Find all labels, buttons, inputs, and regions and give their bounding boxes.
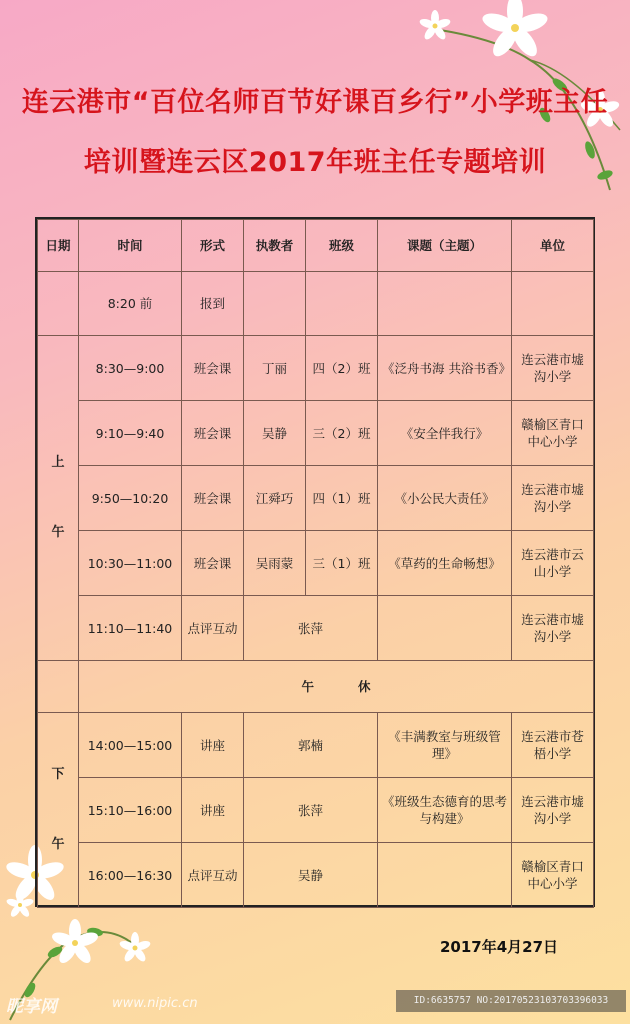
cell-topic: 《安全伴我行》	[378, 401, 512, 466]
header-form: 形式	[182, 220, 244, 272]
cell-empty	[244, 272, 306, 336]
cell-form: 讲座	[182, 713, 244, 778]
cell-form: 班会课	[182, 531, 244, 596]
morning-label-char: 午	[51, 525, 65, 540]
header-topic: 课题（主题）	[378, 220, 512, 272]
cell-topic: 《班级生态德育的思考与构建》	[378, 778, 512, 843]
header-class: 班级	[306, 220, 378, 272]
cell-empty	[512, 272, 594, 336]
table-row	[38, 336, 594, 401]
cell-topic	[378, 596, 512, 661]
cell-topic	[378, 843, 512, 908]
table-row-noon	[38, 661, 594, 713]
cell-form: 报到	[182, 272, 244, 336]
cell-time: 11:10—11:40	[79, 596, 182, 661]
morning-label-char: 上	[51, 455, 65, 470]
afternoon-label-char: 下	[51, 767, 65, 782]
cell-unit: 赣榆区青口中心小学	[512, 843, 594, 908]
cell-unit: 连云港市墟沟小学	[512, 596, 594, 661]
cell-topic: 《小公民大责任》	[378, 466, 512, 531]
table-header-row	[38, 220, 594, 272]
table-row	[38, 843, 594, 908]
cell-teacher: 吴静	[244, 401, 306, 466]
cell-form: 点评互动	[182, 843, 244, 908]
cell-class: 三（2）班	[306, 401, 378, 466]
cell-unit: 连云港市墟沟小学	[512, 466, 594, 531]
cell-class: 四（1）班	[306, 466, 378, 531]
cell-empty	[306, 272, 378, 336]
cell-unit: 连云港市苍梧小学	[512, 713, 594, 778]
cell-time: 15:10—16:00	[79, 778, 182, 843]
cell-teacher: 张萍	[244, 596, 378, 661]
noon-break-cell	[79, 661, 594, 713]
table-row	[38, 531, 594, 596]
schedule-table	[35, 217, 595, 907]
event-date: 2017年4月27日	[440, 938, 559, 956]
table-row	[38, 596, 594, 661]
cell-time: 8:30—9:00	[79, 336, 182, 401]
table-row	[38, 713, 594, 778]
header-unit: 单位	[512, 220, 594, 272]
table-row	[38, 466, 594, 531]
cell-form: 班会课	[182, 466, 244, 531]
cell-form: 班会课	[182, 336, 244, 401]
header-date: 日期	[38, 220, 79, 272]
cell-time: 16:00—16:30	[79, 843, 182, 908]
title-line-1: 连云港市“百位名师百节好课百乡行”小学班主任	[21, 87, 609, 118]
title-line-2: 培训暨连云区2017年班主任专题培训	[83, 147, 547, 178]
cell-form: 班会课	[182, 401, 244, 466]
header-time: 时间	[79, 220, 182, 272]
cell-unit: 连云港市墟沟小学	[512, 778, 594, 843]
header-teacher: 执教者	[244, 220, 306, 272]
table-row	[38, 401, 594, 466]
cell-teacher: 吴静	[244, 843, 378, 908]
cell-empty	[38, 661, 79, 713]
watermark-logo: 昵享网	[6, 997, 57, 1017]
cell-teacher: 丁丽	[244, 336, 306, 401]
watermark-id: ID:6635757 NO:20170523103703396033	[396, 990, 626, 1012]
cell-class: 四（2）班	[306, 336, 378, 401]
cell-time: 10:30—11:00	[79, 531, 182, 596]
afternoon-label	[38, 713, 79, 908]
cell-empty	[38, 272, 79, 336]
noon-char: 午	[301, 679, 314, 694]
table-row	[38, 778, 594, 843]
morning-label	[38, 336, 79, 661]
noon-char: 休	[358, 679, 371, 694]
cell-topic: 《泛舟书海 共浴书香》	[378, 336, 512, 401]
cell-unit: 赣榆区青口中心小学	[512, 401, 594, 466]
cell-time: 9:50—10:20	[79, 466, 182, 531]
cell-form: 讲座	[182, 778, 244, 843]
cell-unit: 连云港市墟沟小学	[512, 336, 594, 401]
cell-class: 三（1）班	[306, 531, 378, 596]
cell-topic: 《丰满教室与班级管理》	[378, 713, 512, 778]
watermark-url: www.nipic.cn	[112, 996, 198, 1011]
cell-time: 9:10—9:40	[79, 401, 182, 466]
cell-teacher: 张萍	[244, 778, 378, 843]
cell-time: 8:20 前	[79, 272, 182, 336]
table-row-arrival	[38, 272, 594, 336]
afternoon-label-char: 午	[51, 837, 65, 852]
cell-unit: 连云港市云山小学	[512, 531, 594, 596]
cell-teacher: 江舜巧	[244, 466, 306, 531]
cell-time: 14:00—15:00	[79, 713, 182, 778]
cell-form: 点评互动	[182, 596, 244, 661]
cell-topic: 《草药的生命畅想》	[378, 531, 512, 596]
cell-empty	[378, 272, 512, 336]
cell-teacher: 吴雨蒙	[244, 531, 306, 596]
cell-teacher: 郭楠	[244, 713, 378, 778]
